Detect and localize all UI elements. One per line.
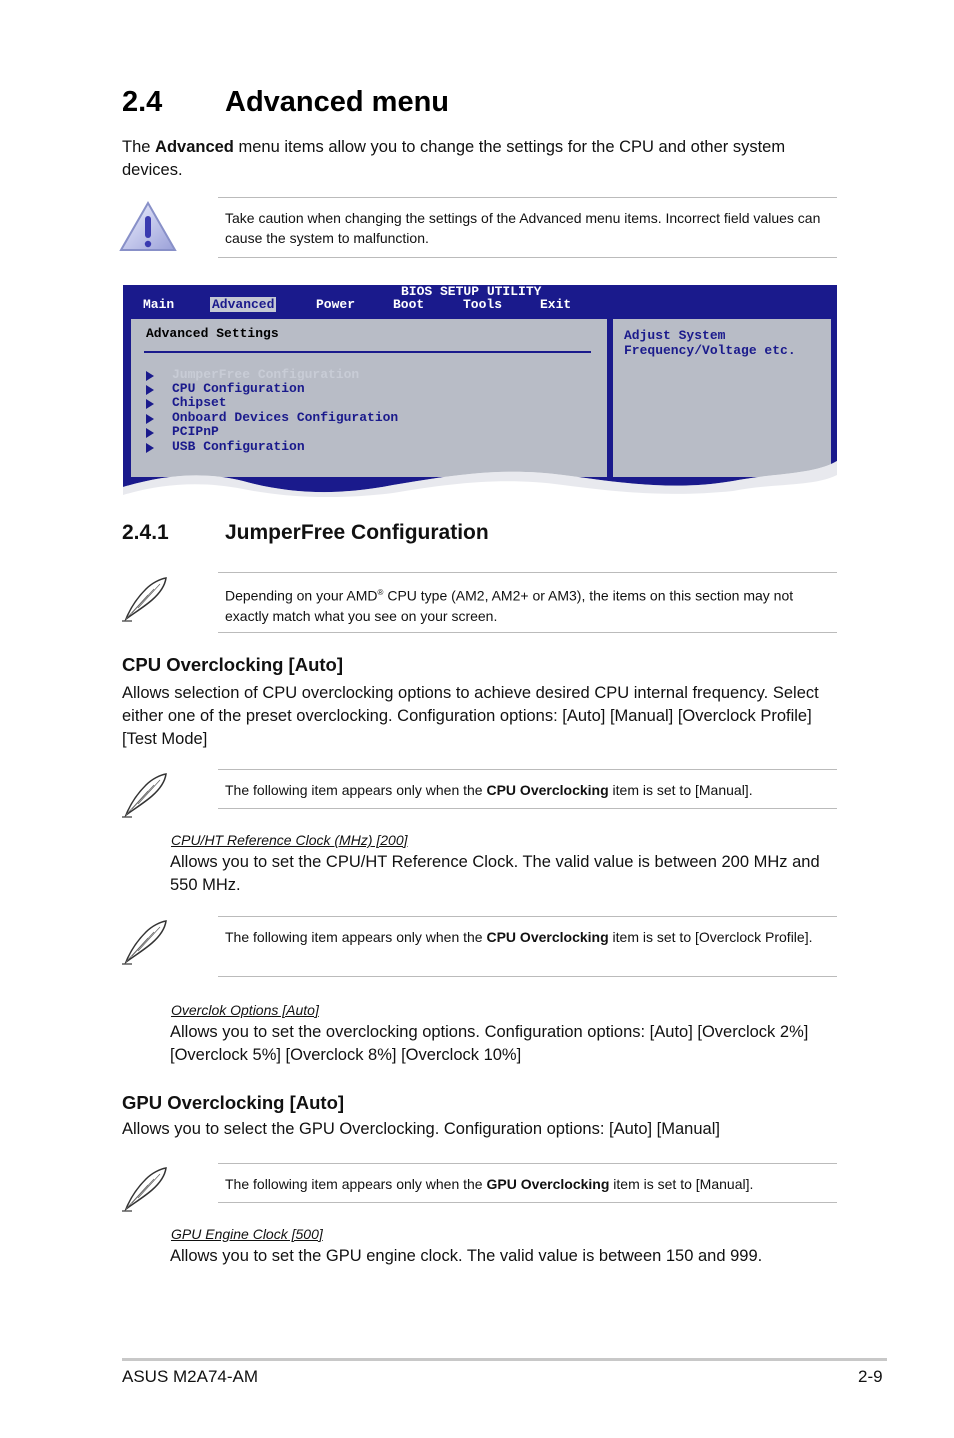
section-number: 2.4 <box>122 86 163 118</box>
amd-note-sup: ® <box>377 588 384 597</box>
ref-clock-body: Allows you to set the CPU/HT Reference Clock. The valid value is between 200 MHz and 550 MHz. <box>170 853 820 894</box>
gpu-oc-heading: GPU Overclocking [Auto] <box>122 1092 345 1113</box>
profile-note-text <box>225 927 833 947</box>
oc-options-heading: Overclok Options [Auto] <box>171 1002 319 1018</box>
caution-icon <box>118 200 178 259</box>
gpu-note-bold: GPU Overclocking <box>486 1176 610 1192</box>
bios-left-panel <box>128 317 609 479</box>
intro-bold: Advanced <box>155 138 234 156</box>
bios-title: BIOS SETUP UTILITY <box>401 284 542 299</box>
bios-item-pcipnp[interactable]: PCIPnP <box>172 424 219 439</box>
manual-note-bold: CPU Overclocking <box>486 782 609 798</box>
bios-menu-boot[interactable]: Boot <box>393 297 425 312</box>
gpu-note-text <box>225 1174 833 1194</box>
footer-product: ASUS M2A74-AM <box>122 1367 259 1386</box>
profile-note <box>218 916 837 977</box>
ref-clock-heading: CPU/HT Reference Clock (MHz) [200] <box>171 832 408 848</box>
gpu-oc-body: Allows you to select the GPU Overclocking. Configuration options: [Auto] [Manual] <box>122 1120 720 1138</box>
manual-note-text <box>225 780 833 800</box>
bios-menu-advanced[interactable]: Advanced <box>212 297 275 312</box>
footer-divider <box>122 1358 887 1361</box>
profile-note-bold: CPU Overclocking <box>486 929 609 945</box>
intro-post: menu items allow you to change the settings for the CPU and other system devices. <box>122 138 786 179</box>
bios-body <box>123 313 837 495</box>
manual-note-pre: The following item appears only when the <box>225 782 487 798</box>
bios-item-jumperfree-label: JumperFree Configuration <box>172 367 360 382</box>
intro-paragraph <box>122 136 834 182</box>
oc-options-body: Allows you to set the overclocking options. Configuration options: [Auto] [Overclock 2%] [Overclock 5%] [Overclock 8%] [Overclock 10%] <box>170 1023 809 1064</box>
bios-panel-heading: Advanced Settings <box>146 326 279 341</box>
profile-note-post: item is set to [Overclock Profile]. <box>608 929 813 945</box>
bios-menu-power[interactable]: Power <box>316 297 356 312</box>
arrow-right-icon <box>146 428 154 438</box>
manual-note <box>218 769 837 809</box>
section-heading <box>122 86 449 119</box>
footer-page-number: 2-9 <box>858 1367 883 1386</box>
bios-help-panel <box>610 317 833 479</box>
amd-note-text <box>225 583 833 626</box>
bios-item-jumperfree[interactable] <box>172 367 359 382</box>
cpu-oc-body: Allows selection of CPU overclocking options to achieve desired CPU internal frequency. Select either one of the preset overclocking. Configuration options: [Auto] [Manual] [Overclock Profile] [Test Mode] <box>122 684 819 748</box>
gpu-note <box>218 1163 837 1203</box>
bios-menu-main[interactable]: Main <box>143 297 175 312</box>
arrow-right-icon <box>146 399 154 409</box>
intro-pre: The <box>122 138 156 156</box>
amd-note-post: CPU type (AM2, AM2+ or AM3), the items on this section may not exactly match what you see on your screen. <box>225 587 794 624</box>
arrow-right-icon <box>146 443 154 453</box>
gpu-clock-heading: GPU Engine Clock [500] <box>171 1226 323 1242</box>
bios-divider <box>144 351 591 353</box>
bios-item-chipset[interactable]: Chipset <box>172 395 227 410</box>
arrow-right-icon <box>146 414 154 424</box>
bios-item-cpu[interactable]: CPU Configuration <box>172 381 305 396</box>
arrow-right-icon <box>146 385 154 395</box>
torn-edge <box>123 461 837 497</box>
amd-note-pre: Depending on your AMD <box>225 587 378 604</box>
gpu-note-pre: The following item appears only when the <box>225 1176 487 1192</box>
gpu-clock-body: Allows you to set the GPU engine clock. The valid value is between 150 and 999. <box>170 1247 763 1265</box>
subsection-title: JumperFree Configuration <box>225 521 489 544</box>
bios-menu-exit[interactable]: Exit <box>540 297 572 312</box>
bios-help-line-2: Frequency/Voltage etc. <box>624 343 796 358</box>
section-title: Advanced menu <box>225 86 449 118</box>
note-pencil-icon <box>118 1165 170 1218</box>
caution-text: Take caution when changing the settings of the Advanced menu items. Incorrect field values can cause the system to malfunction. <box>225 210 821 246</box>
subsection-heading <box>122 521 489 545</box>
gpu-note-post: item is set to [Manual]. <box>609 1176 754 1192</box>
bios-menu-tools[interactable]: Tools <box>463 297 503 312</box>
amd-note <box>218 572 837 633</box>
subsection-number: 2.4.1 <box>122 521 169 544</box>
note-pencil-icon <box>118 575 170 628</box>
note-pencil-icon <box>118 918 170 971</box>
manual-note-post: item is set to [Manual]. <box>608 782 753 798</box>
cpu-oc-heading: CPU Overclocking [Auto] <box>122 654 343 675</box>
bios-screenshot <box>123 285 837 495</box>
arrow-right-icon <box>146 371 154 381</box>
caution-note <box>218 197 837 258</box>
profile-note-pre: The following item appears only when the <box>225 929 487 945</box>
bios-item-onboard[interactable]: Onboard Devices Configuration <box>172 410 399 425</box>
bios-help-line-1: Adjust System <box>624 328 726 343</box>
bios-item-usb[interactable]: USB Configuration <box>172 439 305 454</box>
bios-help-text <box>624 328 796 358</box>
note-pencil-icon <box>118 771 170 824</box>
bios-header <box>123 285 837 313</box>
